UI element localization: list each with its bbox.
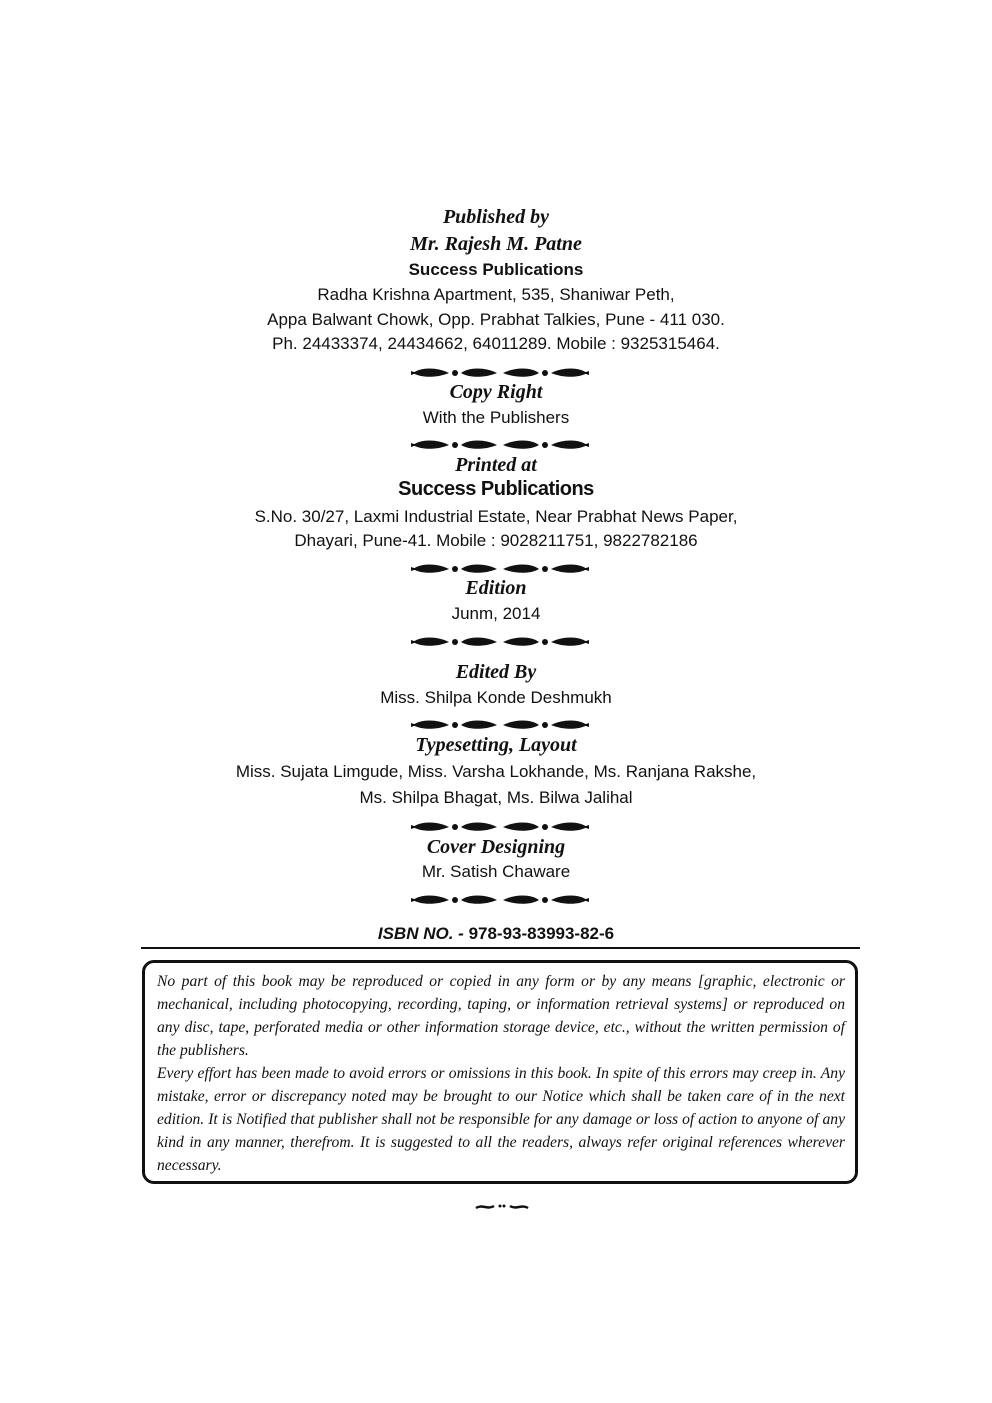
leaf-ornament-icon — [411, 562, 589, 576]
copyright-heading: Copy Right — [449, 381, 543, 403]
publisher-company: Success Publications — [408, 260, 584, 279]
isbn-label: ISBN NO. - — [377, 924, 464, 943]
leaf-ornament-icon — [411, 366, 589, 380]
leaf-ornament-icon — [411, 893, 589, 907]
typesetting-heading: Typesetting, Layout — [415, 734, 577, 756]
notice-paragraph-errors: Every effort has been made to avoid errors or omissions in this book. In spite of this errors may creep in. Any mistake, error or discrepancy noted may be brought to our Notice which shall be taken care of in the next edition. It is Notified that publisher shall not be responsible for any damage or loss of action to anyone of any kind in any manner, therefrom. It is suggested to all the readers, always refer original references wherever necessary. — [157, 1065, 845, 1174]
edited-by-heading: Edited By — [455, 661, 537, 683]
cover-designer-name: Mr. Satish Chaware — [421, 862, 571, 881]
copyright-text: With the Publishers — [422, 408, 570, 427]
publisher-phones: Ph. 24433374, 24434662, 64011289. Mobile : 9325315464. — [272, 334, 720, 353]
isbn-number: 978-93-83993-82-6 — [468, 924, 615, 943]
edition-heading: Edition — [465, 577, 527, 599]
printed-at-heading: Printed at — [455, 454, 537, 476]
editor-name: Miss. Shilpa Konde Deshmukh — [380, 688, 612, 707]
notice-paragraph-reproduction: No part of this book may be reproduced or copied in any form or by any means [graphic, electronic or mechanical, including photocopying, recording, taping, or information retrieval systems] or reproduced on any disc, tape, perforated media or other information storage device, etc., without the written permission of the publishers. — [157, 973, 845, 1059]
printer-address-line1: S.No. 30/27, Laxmi Industrial Estate, Near Prabhat News Paper, — [254, 507, 738, 526]
isbn-line — [0, 924, 992, 944]
isbn-divider — [141, 947, 860, 949]
publisher-name: Mr. Rajesh M. Patne — [410, 233, 582, 255]
published-by-heading: Published by — [442, 206, 550, 228]
edition-date: Junm, 2014 — [451, 604, 541, 623]
leaf-ornament-icon — [411, 438, 589, 452]
publisher-address-line1: Radha Krishna Apartment, 535, Shaniwar Peth, — [317, 285, 675, 304]
leaf-ornament-icon — [411, 718, 589, 732]
leaf-ornament-icon — [411, 635, 589, 649]
printer-company: Success Publications — [398, 478, 594, 500]
page-number-ornament-icon — [470, 1198, 530, 1212]
typesetting-line2: Ms. Shilpa Bhagat, Ms. Bilwa Jalihal — [359, 788, 633, 807]
printer-address-line2: Dhayari, Pune-41. Mobile : 9028211751, 9822782186 — [294, 531, 698, 550]
leaf-ornament-icon — [411, 820, 589, 834]
cover-designing-heading: Cover Designing — [426, 836, 566, 858]
copyright-notice-box — [142, 960, 858, 1184]
typesetting-line1: Miss. Sujata Limgude, Miss. Varsha Lokhande, Ms. Ranjana Rakshe, — [235, 762, 757, 781]
publisher-address-line2: Appa Balwant Chowk, Opp. Prabhat Talkies, Pune - 411 030. — [267, 310, 725, 329]
